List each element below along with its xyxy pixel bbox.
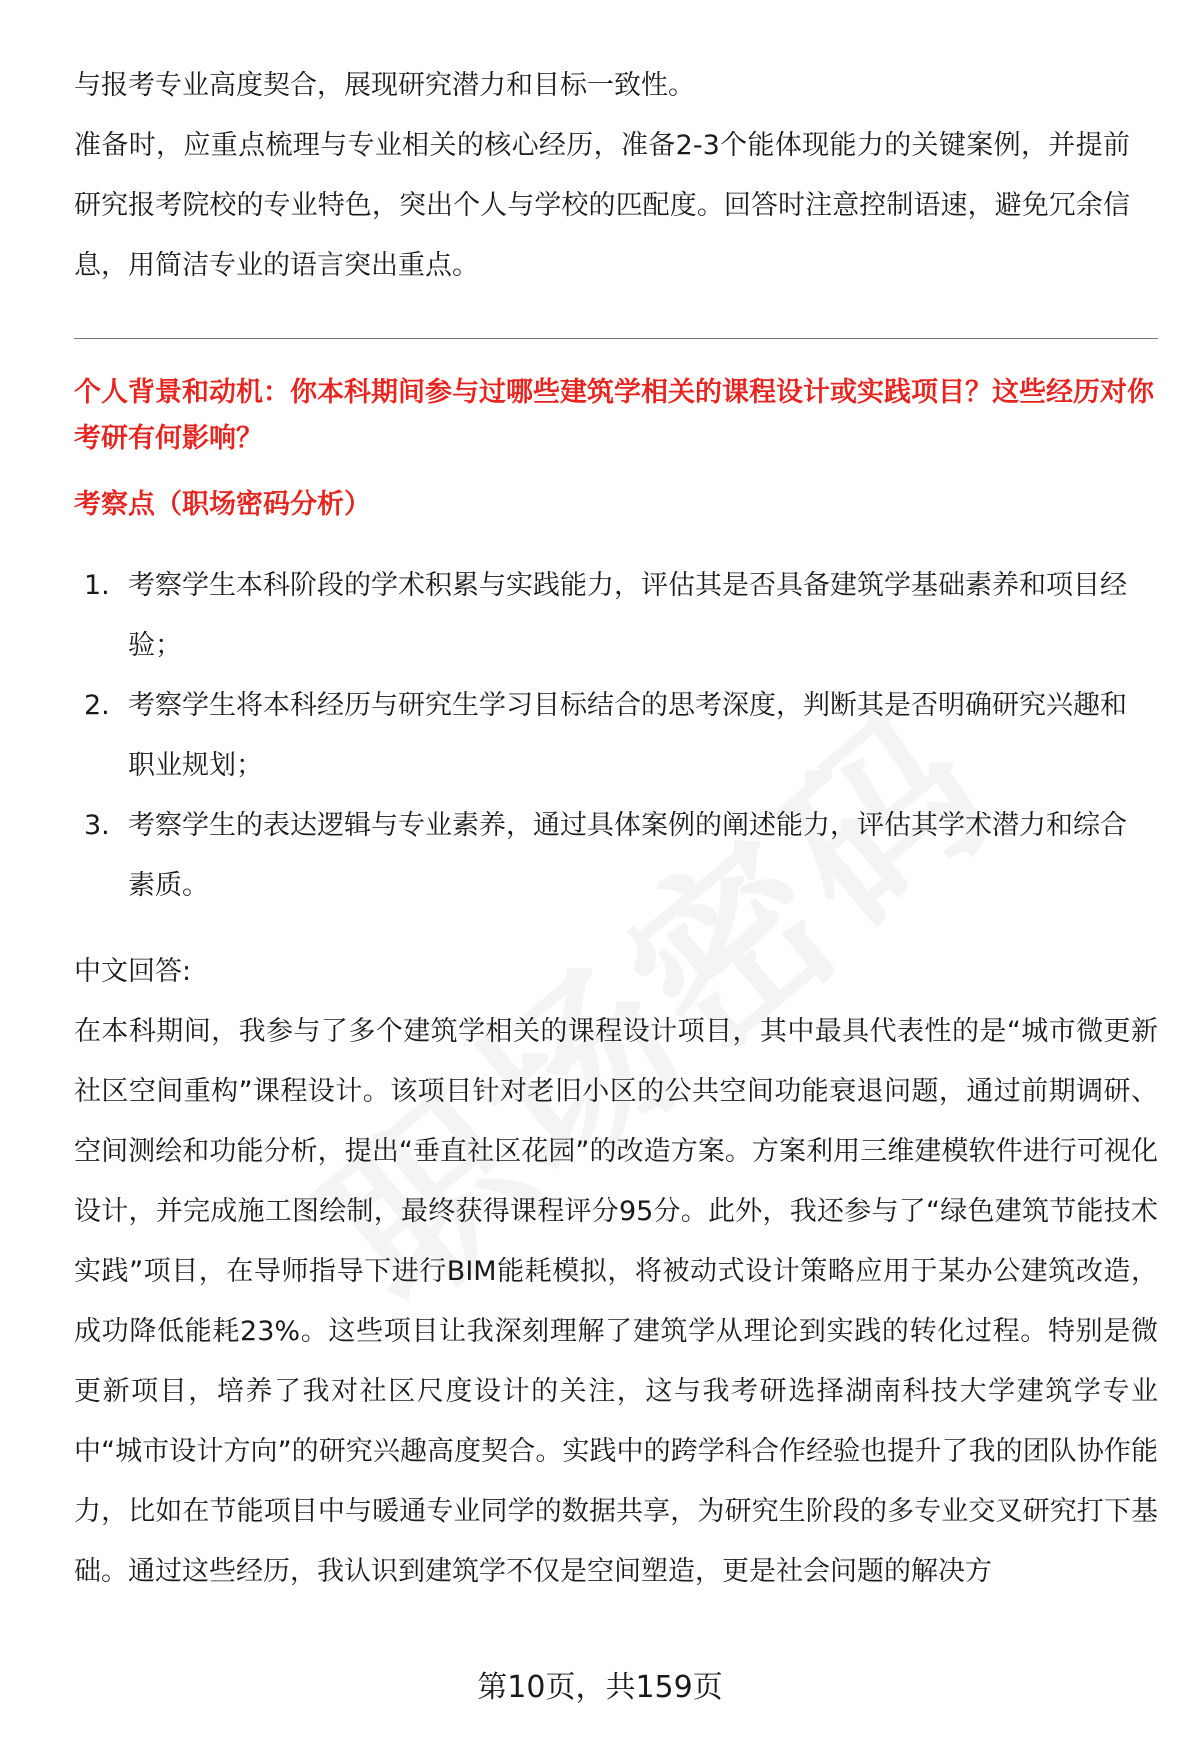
list-number: 3. [84, 810, 110, 841]
intro-line: 与报考专业高度契合，展现研究潜力和目标一致性。 [74, 70, 695, 101]
page-number: 第10页，共159页 [477, 1670, 723, 1705]
list-text: 考察学生的表达逻辑与专业素养，通过具体案例的阐述能力，评估其学术潜力和综合素质。 [128, 810, 1127, 901]
list-item [84, 556, 1144, 676]
list-number: 2. [84, 690, 110, 721]
list-number: 1. [84, 570, 110, 601]
list-text: 考察学生本科阶段的学术积累与实践能力，评估其是否具备建筑学基础素养和项目经验； [128, 570, 1127, 661]
assessment-heading: 考察点（职场密码分析） [74, 489, 371, 520]
answer-paragraph: 在本科期间，我参与了多个建筑学相关的课程设计项目，其中最具代表性的是“城市微更新社区空间重构”课程设计。该项目针对老旧小区的公共空间功能衰退问题，通过前期调研、空间测绘和功能分析，提出“垂直社区花园”的改造方案。方案利用三维建模软件进行可视化设计，并完成施工图绘制，最终获得课程评分95分。此外，我还参与了“绿色建筑节能技术实践”项目，在导师指导下进行BIM能耗模拟，将被动式设计策略应用于某办公建筑改造，成功降低能耗23%。这些项目让我深刻理解了建筑学从理论到实践的转化过程。特别是微更新项目，培养了我对社区尺度设计的关注，这与我考研选择湖南科技大学建筑学专业中“城市设计方向”的研究兴趣高度契合。实践中的跨学科合作经验也提升了我的团队协作能力，比如在节能项目中与暖通专业同学的数据共享，为研究生阶段的多专业交叉研究打下基础。通过这些经历，我认识到建筑学不仅是空间塑造，更是社会问题的解决方 [74, 1016, 1158, 1587]
list-text: 考察学生将本科经历与研究生学习目标结合的思考深度，判断其是否明确研究兴趣和职业规划； [128, 690, 1127, 781]
list-item [84, 676, 1144, 796]
answer-label: 中文回答: [74, 956, 192, 987]
intro-section [74, 56, 1130, 296]
list-item [84, 796, 1144, 916]
intro-paragraph: 准备时，应重点梳理与专业相关的核心经历，准备2-3个能体现能力的关键案例，并提前研究报考院校的专业特色，突出个人与学校的匹配度。回答时注意控制语速，避免冗余信息，用简洁专业的语言突出重点。 [74, 130, 1130, 281]
question-heading: 个人背景和动机：你本科期间参与过哪些建筑学相关的课程设计或实践项目？这些经历对你考研有何影响？ [74, 377, 1154, 454]
assessment-points [84, 556, 1144, 916]
section-divider [74, 338, 1158, 339]
